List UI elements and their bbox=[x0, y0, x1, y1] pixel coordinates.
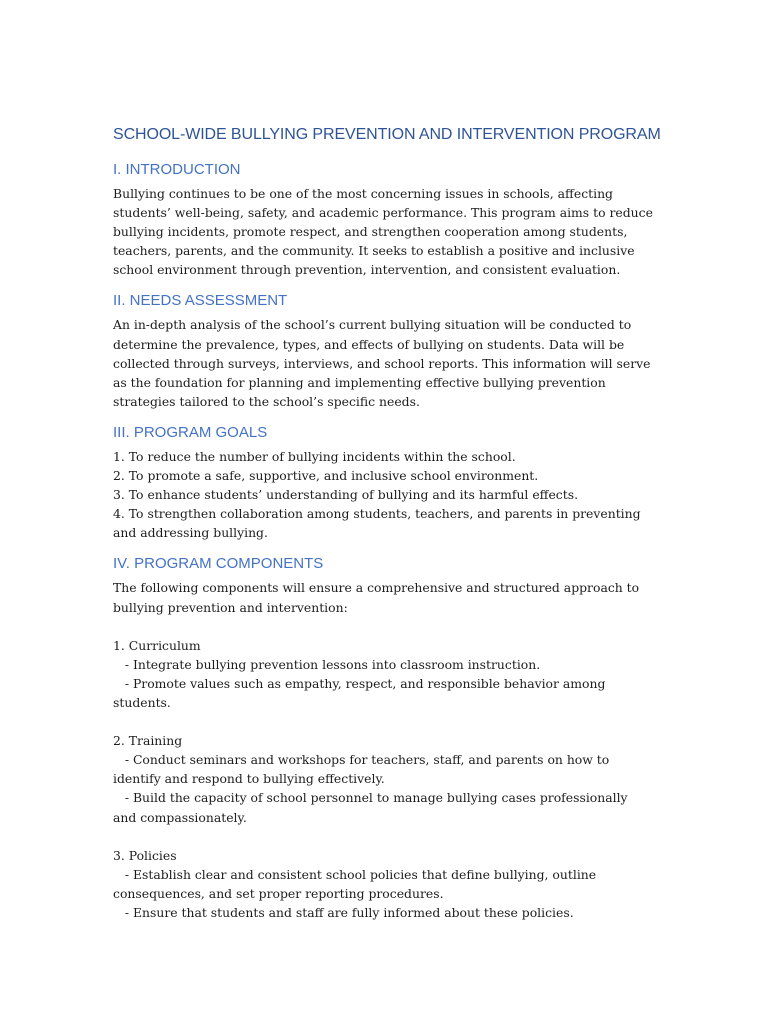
document-title: SCHOOL-WIDE BULLYING PREVENTION AND INTERVENTION PROGRAM bbox=[113, 126, 661, 143]
section-introduction bbox=[113, 160, 653, 279]
curriculum-point-2: - Promote values such as empathy, respect, and responsible behavior among students. bbox=[113, 675, 610, 710]
section-heading-program-goals: III. PROGRAM GOALS bbox=[113, 423, 268, 441]
section-program-components bbox=[113, 554, 653, 922]
document-page bbox=[113, 124, 661, 934]
goal-item-4: 4. To strengthen collaboration among students, teachers, and parents in preventing and addressing bullying. bbox=[113, 506, 641, 541]
section-needs-assessment bbox=[113, 291, 653, 410]
components-intro: The following components will ensure a comprehensive and structured approach to bullying prevention and intervention: bbox=[113, 580, 640, 615]
program-components-body bbox=[113, 578, 653, 922]
introduction-paragraph: Bullying continues to be one of the most concerning issues in schools, affecting students’ well-being, safety, and academic performance. This program aims to reduce bullying incidents, promote respect, and strengthen cooperation among students, teachers, parents, and the community. It seeks to establish a positive and inclusive school environment through prevention, intervention, and consistent evaluation. bbox=[113, 186, 653, 278]
training-point-1: - Conduct seminars and workshops for teachers, staff, and parents on how to identify and respond to bullying effectively. bbox=[113, 752, 614, 787]
component-label-training: 2. Training bbox=[113, 733, 183, 749]
curriculum-point-1: - Integrate bullying prevention lessons into classroom instruction. bbox=[113, 656, 541, 672]
program-goals-list bbox=[113, 447, 653, 542]
policies-point-1: - Establish clear and consistent school policies that define bullying, outline consequences, and set proper reporting procedures. bbox=[113, 866, 601, 901]
component-label-curriculum: 1. Curriculum bbox=[113, 637, 201, 653]
goal-item-1: 1. To reduce the number of bullying incidents within the school. bbox=[113, 448, 516, 464]
section-heading-needs-assessment: II. NEEDS ASSESSMENT bbox=[113, 292, 288, 310]
blank-line bbox=[113, 617, 653, 636]
goal-item-2: 2. To promote a safe, supportive, and inclusive school environment. bbox=[113, 468, 539, 484]
blank-line bbox=[113, 827, 653, 846]
goal-item-3: 3. To enhance students’ understanding of bullying and its harmful effects. bbox=[113, 487, 579, 503]
section-heading-introduction: I. INTRODUCTION bbox=[113, 161, 241, 178]
section-program-goals bbox=[113, 423, 653, 542]
training-point-2: - Build the capacity of school personnel to manage bullying cases professionally and compassionately. bbox=[113, 790, 632, 825]
needs-assessment-paragraph: An in-depth analysis of the school’s current bullying situation will be conducted to determine the prevalence, types, and effects of bullying on students. Data will be collected through surveys, interviews, and school reports. This information will serve as the foundation for planning and implementing effective bullying prevention strategies tailored to the school’s specific needs. bbox=[113, 317, 651, 409]
policies-point-2: - Ensure that students and staff are fully informed about these policies. bbox=[113, 905, 574, 920]
section-heading-program-components: IV. PROGRAM COMPONENTS bbox=[113, 555, 324, 573]
component-label-policies: 3. Policies bbox=[113, 847, 177, 863]
blank-line bbox=[113, 712, 653, 731]
